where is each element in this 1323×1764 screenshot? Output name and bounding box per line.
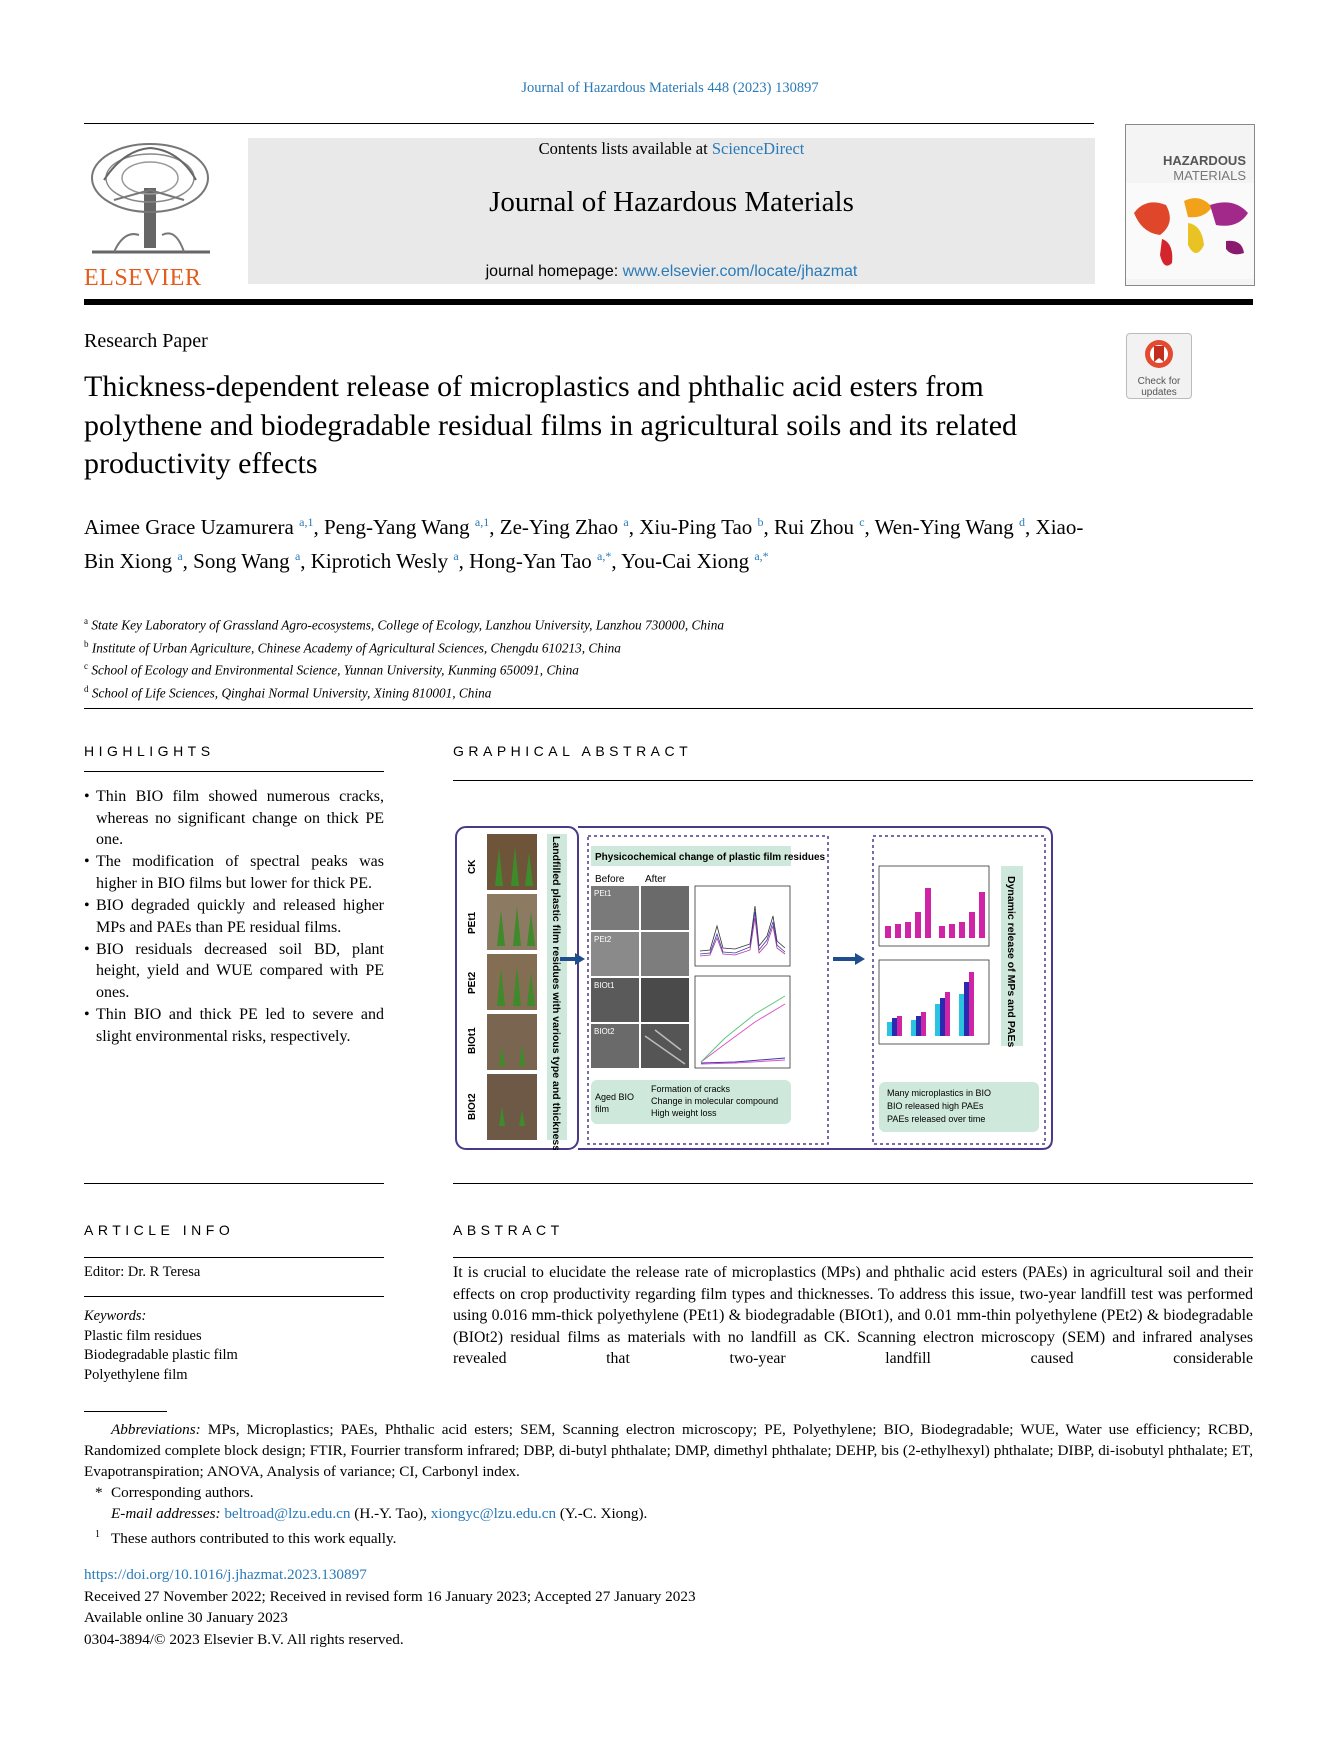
publication-info: [84, 1564, 696, 1650]
header-rule: [84, 123, 1094, 124]
affiliation: [84, 680, 984, 703]
release-points: [887, 1088, 991, 1124]
author-separator: ,: [611, 549, 622, 573]
contents-prefix: Contents lists available at: [538, 139, 712, 158]
highlights-list: [84, 786, 384, 1048]
author-affiliation-marker[interactable]: a: [623, 515, 629, 529]
author-separator: ,: [458, 549, 470, 573]
treatment-label: BIOt1: [467, 1027, 478, 1054]
author-separator: ,: [763, 515, 775, 539]
author-separator: ,: [300, 549, 311, 573]
author-name: Xiu-Ping Tao: [639, 515, 753, 539]
ga-left-caption: Landfilled plastic film residues with various type and thickness: [550, 836, 562, 1150]
aged-effect: High weight loss: [651, 1108, 717, 1118]
copyright: 0304-3894/© 2023 Elsevier B.V. All rights reserved.: [84, 1630, 404, 1648]
equal-text: These authors contributed to this work equally.: [111, 1530, 397, 1548]
author-affiliation-marker[interactable]: c: [859, 515, 865, 529]
keyword[interactable]: Polyethylene film: [84, 1366, 188, 1383]
author-name: Wen-Ying Wang: [874, 515, 1014, 539]
affiliation-text: State Key Laboratory of Grassland Agro-ecosystems, College of Ecology, Lanzhou University, Lanzhou 730000, China: [91, 617, 725, 633]
article-info-rule: [84, 1257, 384, 1258]
highlight-item: • Thin BIO and thick PE led to severe and slight environmental risks, respectively.: [84, 1004, 384, 1047]
ga-before: Before: [595, 874, 625, 885]
affiliation: [84, 635, 984, 658]
journal-reference[interactable]: Journal of Hazardous Materials 448 (2023) 130897: [521, 80, 819, 96]
ga-after: After: [645, 874, 667, 885]
article-info-rule-2: [84, 1296, 384, 1297]
homepage-link[interactable]: www.elsevier.com/locate/jhazmat: [622, 263, 858, 280]
keywords-block: [84, 1307, 238, 1385]
abstract-rule: [453, 1257, 1253, 1258]
highlights-bottom-rule: [84, 1183, 384, 1184]
graphical-abstract-rule: [453, 780, 1253, 781]
article-info-heading: ARTICLE INFO: [84, 1222, 235, 1238]
check-updates-line2: updates: [1141, 387, 1177, 398]
treatment-label: PEt1: [467, 911, 478, 934]
sciencedirect-link[interactable]: ScienceDirect: [711, 139, 805, 158]
equal-footnote: 1 These authors contributed to this work equally.: [95, 1529, 397, 1548]
author-separator: ,: [864, 515, 875, 539]
affiliation-list: [84, 612, 984, 703]
keyword[interactable]: Biodegradable plastic film: [84, 1347, 238, 1363]
author-affiliation-marker[interactable]: a,*: [597, 549, 612, 563]
affiliation: [84, 612, 984, 635]
affiliation-text: Institute of Urban Agriculture, Chinese Academy of Agricultural Sciences, Chengdu 610213, China: [91, 640, 621, 656]
author-name: You-Cai Xiong: [621, 549, 750, 573]
author-name: Song Wang: [193, 549, 290, 573]
author-separator: ,: [313, 515, 324, 539]
graphical-abstract-heading: GRAPHICAL ABSTRACT: [453, 743, 693, 759]
author-affiliation-marker[interactable]: a,*: [754, 549, 769, 563]
cover-title-1: HAZARDOUS: [1162, 153, 1246, 168]
author-affiliation-marker[interactable]: a,1: [474, 515, 490, 529]
ga-aged-label-1: Aged BIO: [595, 1092, 635, 1102]
author-name: Rui Zhou: [774, 515, 854, 539]
highlight-item: • Thin BIO film showed numerous cracks, whereas no significant change on thick PE one.: [84, 786, 384, 851]
affiliation-text: School of Life Sciences, Qinghai Normal University, Xining 810001, China: [91, 685, 492, 701]
email-who-1: (H.-Y. Tao),: [350, 1505, 431, 1522]
graphical-abstract: [455, 826, 1053, 1150]
bookmark-icon: [1127, 334, 1191, 372]
article-type: Research Paper: [84, 330, 208, 352]
highlights-rule: [84, 771, 384, 772]
author-separator: ,: [489, 515, 500, 539]
author-separator: ,: [1025, 515, 1036, 539]
footnotes: [84, 1419, 1253, 1549]
sem-label: BIOt1: [594, 981, 615, 990]
highlight-item: • The modification of spectral peaks was higher in BIO films but lower for thick PE.: [84, 851, 384, 894]
author-affiliation-marker[interactable]: d: [1019, 515, 1026, 529]
affiliation: [84, 657, 984, 680]
author-affiliation-marker[interactable]: a: [294, 549, 301, 563]
release-point: PAEs released over time: [887, 1114, 986, 1124]
release-point: BIO released high PAEs: [887, 1101, 984, 1111]
email-link-tao[interactable]: beltroad@lzu.edu.cn: [224, 1505, 351, 1522]
author-name: Ze-Ying Zhao: [499, 515, 619, 539]
contents-line: [248, 139, 1095, 159]
affiliation-key: c: [84, 661, 88, 672]
homepage-prefix: journal homepage:: [485, 263, 623, 280]
author-separator: ,: [182, 549, 194, 573]
ga-mid-title: Physicochemical change of plastic film residues: [595, 852, 826, 863]
author-affiliation-marker[interactable]: a,1: [299, 515, 314, 529]
abstract-heading: ABSTRACT: [453, 1222, 564, 1238]
aged-effect: Change in molecular compound: [651, 1096, 779, 1106]
keyword[interactable]: Plastic film residues: [84, 1327, 202, 1344]
abbreviations-text: MPs, Microplastics; PAEs, Phthalic acid esters; SEM, Scanning electron microscopy; PE, Polyethylene; BIO, Biodegradable; WUE, Water use efficiency; RCBD, Randomized complete block design; FTIR, Fourrier transform infrared; DBP, di-butyl phthalate; DMP, dimethyl phthalate; DEHP, bis (2-ethylhexyl) phthalate; DIBP, di-isobutyl phthalate; ET, Evapotranspiration; ANOVA, Analysis of variance; CI, Carbonyl index.: [84, 1421, 1253, 1480]
check-for-updates-button[interactable]: [1126, 333, 1192, 399]
ga-aged-label-2: film: [595, 1104, 609, 1114]
author-affiliation-marker[interactable]: b: [757, 515, 764, 529]
keywords-label: Keywords:: [84, 1308, 147, 1324]
journal-title: Journal of Hazardous Materials: [489, 186, 854, 218]
email-link-xiong[interactable]: xiongyc@lzu.edu.cn: [430, 1505, 557, 1522]
treatment-label: CK: [467, 859, 478, 874]
highlight-item: • BIO residuals decreased soil BD, plant height, yield and WUE compared with PE ones.: [84, 939, 384, 1004]
sem-label: PEt1: [594, 889, 612, 898]
highlight-item: • BIO degraded quickly and released higher MPs and PAEs than PE residual films.: [84, 895, 384, 938]
release-point: Many microplastics in BIO: [887, 1088, 992, 1098]
author-name: Hong-Yan Tao: [469, 549, 592, 573]
corresponding-text: Corresponding authors.: [111, 1484, 254, 1501]
email-footnote: [84, 1503, 1253, 1524]
paper-title: Thickness-dependent release of microplastics and phthalic acid esters from polythene and biodegradable residual films in agricultural soils and its related productivity effects: [84, 370, 1018, 480]
email-label: E-mail addresses:: [111, 1505, 221, 1522]
affiliation-key: a: [84, 616, 88, 626]
ga-right-caption: Dynamic release of MPs and PAEs: [1005, 876, 1017, 1048]
author-list: [84, 508, 1084, 576]
footnote-rule: [84, 1411, 167, 1412]
author-name: Kiprotich Wesly: [310, 549, 449, 573]
sem-label: BIOt2: [594, 1027, 615, 1036]
author-name: Aimee Grace Uzamurera: [84, 515, 294, 539]
cover-title-2: MATERIALS: [1173, 168, 1246, 183]
abbreviations-footnote: [84, 1419, 1253, 1482]
treatment-label: PEt2: [467, 971, 478, 994]
email-who-2: (Y.-C. Xiong).: [556, 1505, 648, 1522]
elsevier-logo: [84, 140, 218, 290]
affiliation-key: b: [84, 638, 89, 649]
editor: Editor: Dr. R Teresa: [84, 1264, 201, 1280]
corresponding-footnote: * Corresponding authors.: [95, 1484, 254, 1501]
author-name: Xiao-Bin Xiong: [84, 515, 1084, 573]
graphical-abstract-figure: [455, 826, 1053, 1150]
tree-icon: [84, 140, 218, 258]
treatment-label: BIOt2: [467, 1093, 478, 1120]
journal-cover[interactable]: [1125, 124, 1255, 286]
homepage-line: [248, 263, 1095, 281]
elsevier-wordmark: ELSEVIER: [84, 265, 202, 291]
received-dates: Received 27 November 2022; Received in revised form 16 January 2023; Accepted 27 January 2023: [84, 1587, 696, 1605]
author-separator: ,: [628, 515, 640, 539]
highlights-heading: HIGHLIGHTS: [84, 743, 215, 759]
graphical-abstract-bottom-rule: [453, 1183, 1253, 1184]
section-rule: [84, 708, 1253, 709]
header-thick-rule: [84, 299, 1253, 305]
abbreviations-label: Abbreviations:: [111, 1421, 201, 1438]
affiliation-text: School of Ecology and Environmental Science, Yunnan University, Kunming 650091, China: [91, 662, 579, 678]
doi-link[interactable]: https://doi.org/10.1016/j.jhazmat.2023.130897: [84, 1566, 367, 1583]
check-updates-line1: Check for: [1137, 376, 1181, 387]
affiliation-key: d: [84, 684, 89, 695]
author-affiliation-marker[interactable]: a: [177, 549, 183, 563]
available-online: Available online 30 January 2023: [84, 1609, 288, 1626]
author-affiliation-marker[interactable]: a: [453, 549, 459, 563]
aged-effect: Formation of cracks: [651, 1084, 731, 1094]
abstract-text: It is crucial to elucidate the release rate of microplastics (MPs) and phthalic acid esters (PAEs) in agricultural soil and their effects on crop productivity regarding film types and thicknesses. To address this issue, two-year landfill test was performed using 0.016 mm-thick polyethylene (PEt1) & biodegradable (BIOt1), and 0.01 mm-thin polyethylene (PEt2) & biodegradable (BIOt2) residual films as materials with no landfill as CK. Scanning electron microscopy (SEM) and infrared analyses revealed that two-year landfill caused considerable: [453, 1264, 1253, 1367]
sem-label: PEt2: [594, 935, 612, 944]
world-map-icon: [1126, 183, 1254, 279]
author-name: Peng-Yang Wang: [323, 515, 470, 539]
